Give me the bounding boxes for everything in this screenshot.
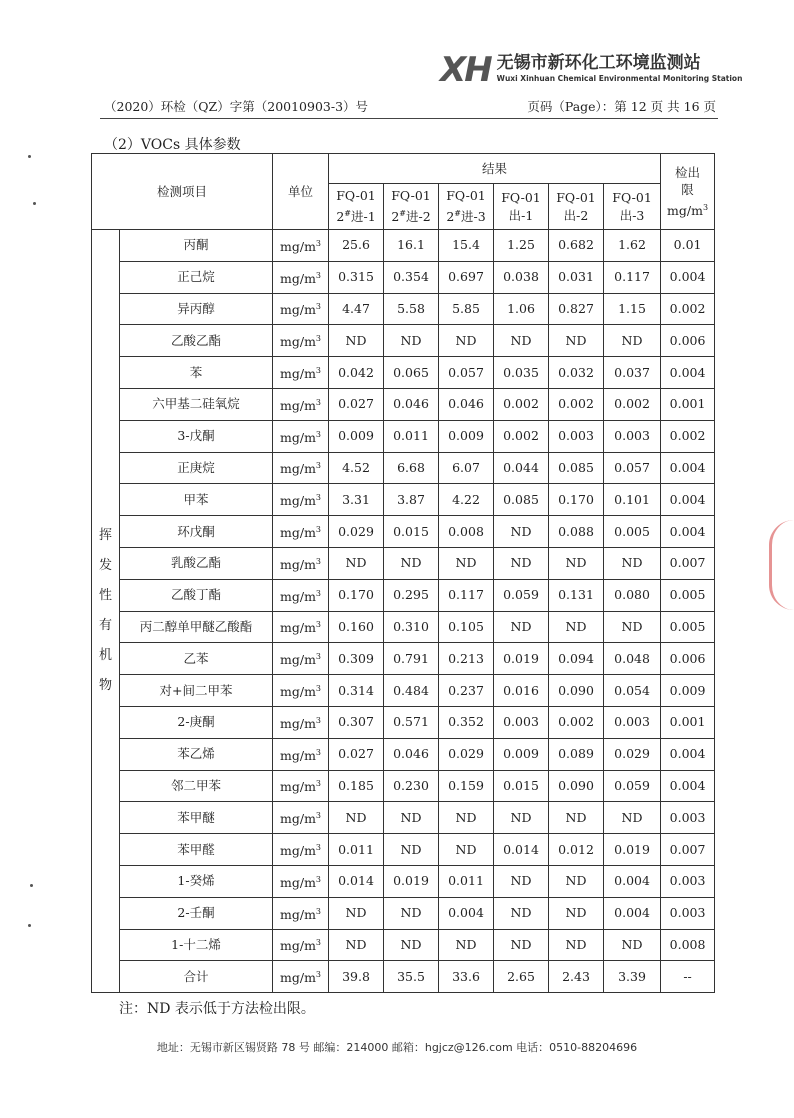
item-name: 乳酸乙酯	[120, 547, 273, 579]
unit-cell: $mg/m^3$	[273, 897, 329, 929]
unit-cell: $mg/m^3$	[273, 643, 329, 675]
table-row	[92, 611, 715, 643]
result-value: 0.002	[549, 706, 604, 738]
result-value: 0.002	[604, 388, 661, 420]
item-name: 环戊酮	[120, 516, 273, 548]
result-value: ND	[549, 897, 604, 929]
section-title: （2）VOCs 具体参数	[104, 137, 241, 153]
result-value: 3.31	[329, 484, 384, 516]
result-value: 0.059	[604, 770, 661, 802]
detection-limit: 0.004	[661, 261, 715, 293]
result-value: 0.027	[329, 738, 384, 770]
item-name: 正己烷	[120, 261, 273, 293]
result-value: ND	[604, 929, 661, 961]
result-value: 1.25	[494, 230, 549, 262]
detection-limit: 0.004	[661, 516, 715, 548]
result-value: 0.309	[329, 643, 384, 675]
detection-limit: 0.007	[661, 834, 715, 866]
unit-cell: $mg/m^3$	[273, 770, 329, 802]
detection-limit: 0.003	[661, 865, 715, 897]
result-value: 0.002	[494, 388, 549, 420]
result-value: 0.004	[439, 897, 494, 929]
result-value: 0.048	[604, 643, 661, 675]
unit-cell: $mg/m^3$	[273, 579, 329, 611]
table-row	[92, 802, 715, 834]
result-value: 0.042	[329, 357, 384, 389]
result-value: 0.160	[329, 611, 384, 643]
org-name-cn: 无锡市新环化工环境监测站	[496, 53, 701, 73]
result-value: 0.697	[439, 261, 494, 293]
result-value: 0.170	[329, 579, 384, 611]
result-value: 0.230	[384, 770, 439, 802]
detection-limit: 0.005	[661, 579, 715, 611]
document-number: （2020）环检（QZ）字第（20010903-3）号	[104, 99, 369, 114]
result-value: 0.027	[329, 388, 384, 420]
table-row	[92, 484, 715, 516]
item-name: 1-十二烯	[120, 929, 273, 961]
detection-limit: 0.005	[661, 611, 715, 643]
item-name: 丙二醇单甲醚乙酸酯	[120, 611, 273, 643]
unit-cell: $mg/m^3$	[273, 961, 329, 993]
table-row	[92, 738, 715, 770]
table-row	[92, 897, 715, 929]
item-name: 乙酸乙酯	[120, 325, 273, 357]
detection-limit: 0.001	[661, 706, 715, 738]
result-value: ND	[494, 865, 549, 897]
result-value: 0.012	[549, 834, 604, 866]
result-value: 0.065	[384, 357, 439, 389]
unit-cell: $mg/m^3$	[273, 325, 329, 357]
result-value: 0.002	[494, 420, 549, 452]
result-value: 0.185	[329, 770, 384, 802]
result-value: 3.39	[604, 961, 661, 993]
table-row	[92, 706, 715, 738]
result-value: 0.003	[494, 706, 549, 738]
header-limit	[661, 154, 715, 230]
item-name: 苯	[120, 357, 273, 389]
result-value: 0.004	[604, 865, 661, 897]
result-value: 0.682	[549, 230, 604, 262]
detection-limit: 0.003	[661, 897, 715, 929]
result-value: 6.68	[384, 452, 439, 484]
scan-speck	[28, 924, 31, 927]
result-value: ND	[604, 611, 661, 643]
result-value: 39.8	[329, 961, 384, 993]
result-value: ND	[549, 929, 604, 961]
result-value: 0.094	[549, 643, 604, 675]
result-value: 0.117	[439, 579, 494, 611]
result-value: ND	[439, 834, 494, 866]
table-row	[92, 579, 715, 611]
result-value: 0.011	[384, 420, 439, 452]
item-name: 甲苯	[120, 484, 273, 516]
unit-cell: $mg/m^3$	[273, 706, 329, 738]
result-value: ND	[329, 325, 384, 357]
result-value: 0.019	[384, 865, 439, 897]
result-value: 0.009	[494, 738, 549, 770]
result-value: 5.85	[439, 293, 494, 325]
table-row	[92, 325, 715, 357]
result-value: ND	[439, 325, 494, 357]
result-value: ND	[494, 325, 549, 357]
page-number: 页码（Page）：第 12 页 共 16 页	[527, 99, 716, 114]
item-name: 苯甲醚	[120, 802, 273, 834]
result-value: 0.170	[549, 484, 604, 516]
seal-fragment	[769, 520, 794, 610]
detection-limit: 0.004	[661, 357, 715, 389]
result-value: 0.032	[549, 357, 604, 389]
unit-cell: $mg/m^3$	[273, 802, 329, 834]
result-value: 0.090	[549, 675, 604, 707]
result-value: 0.008	[439, 516, 494, 548]
result-value: 0.571	[384, 706, 439, 738]
table-row	[92, 293, 715, 325]
result-value: 0.002	[549, 388, 604, 420]
item-name: 正庚烷	[120, 452, 273, 484]
result-value: ND	[549, 547, 604, 579]
item-name: 乙酸丁酯	[120, 579, 273, 611]
unit-cell: $mg/m^3$	[273, 230, 329, 262]
unit-cell: $mg/m^3$	[273, 834, 329, 866]
scan-speck	[30, 884, 33, 887]
table-row	[92, 357, 715, 389]
result-value: ND	[604, 325, 661, 357]
result-value: 0.213	[439, 643, 494, 675]
result-value: 0.105	[439, 611, 494, 643]
result-value: 0.057	[604, 452, 661, 484]
result-value: ND	[604, 547, 661, 579]
unit-cell: $mg/m^3$	[273, 547, 329, 579]
unit-cell: $mg/m^3$	[273, 452, 329, 484]
result-value: 0.038	[494, 261, 549, 293]
item-name: 异丙醇	[120, 293, 273, 325]
result-value: ND	[384, 547, 439, 579]
result-value: ND	[494, 547, 549, 579]
sample-header-5: FQ-01 出-2	[549, 184, 604, 230]
result-value: ND	[604, 802, 661, 834]
item-name: 苯甲醛	[120, 834, 273, 866]
result-value: 4.22	[439, 484, 494, 516]
item-name: 丙酮	[120, 230, 273, 262]
result-value: 0.307	[329, 706, 384, 738]
result-value: 0.237	[439, 675, 494, 707]
item-name: 邻二甲苯	[120, 770, 273, 802]
unit-cell: $mg/m^3$	[273, 738, 329, 770]
result-value: 0.089	[549, 738, 604, 770]
result-value: 1.06	[494, 293, 549, 325]
result-value: ND	[494, 929, 549, 961]
table-row	[92, 834, 715, 866]
result-value: 0.046	[439, 388, 494, 420]
table-row	[92, 770, 715, 802]
detection-limit: --	[661, 961, 715, 993]
item-name: 合计	[120, 961, 273, 993]
result-value: 0.354	[384, 261, 439, 293]
result-value: ND	[329, 897, 384, 929]
result-value: 5.58	[384, 293, 439, 325]
result-value: 0.310	[384, 611, 439, 643]
logo-mark: XH	[440, 50, 491, 90]
item-name: 六甲基二硅氧烷	[120, 388, 273, 420]
result-value: 2.65	[494, 961, 549, 993]
result-value: 0.035	[494, 357, 549, 389]
result-value: 0.016	[494, 675, 549, 707]
org-logo	[440, 52, 742, 88]
result-value: ND	[329, 547, 384, 579]
result-value: 33.6	[439, 961, 494, 993]
result-value: ND	[494, 802, 549, 834]
result-value: 25.6	[329, 230, 384, 262]
unit-cell: $mg/m^3$	[273, 293, 329, 325]
result-value: 0.085	[549, 452, 604, 484]
sample-header-1: FQ-01 2#进-1	[329, 184, 384, 230]
header-unit: 单位	[273, 154, 329, 230]
result-value: 0.057	[439, 357, 494, 389]
result-value: 0.037	[604, 357, 661, 389]
result-value: 0.314	[329, 675, 384, 707]
result-value: 0.003	[604, 420, 661, 452]
item-name: 3-戊酮	[120, 420, 273, 452]
result-value: ND	[329, 929, 384, 961]
header-divider	[100, 118, 718, 119]
result-value: ND	[494, 897, 549, 929]
result-value: 1.62	[604, 230, 661, 262]
result-value: 0.484	[384, 675, 439, 707]
sample-header-2: FQ-01 2#进-2	[384, 184, 439, 230]
unit-cell: $mg/m^3$	[273, 611, 329, 643]
unit-cell: $mg/m^3$	[273, 675, 329, 707]
result-value: ND	[384, 325, 439, 357]
detection-limit: 0.004	[661, 738, 715, 770]
sample-header-6: FQ-01 出-3	[604, 184, 661, 230]
item-name: 1-癸烯	[120, 865, 273, 897]
result-value: 0.159	[439, 770, 494, 802]
result-value: 0.131	[549, 579, 604, 611]
result-value: 0.005	[604, 516, 661, 548]
result-value: ND	[549, 325, 604, 357]
result-value: ND	[439, 547, 494, 579]
result-value: 0.117	[604, 261, 661, 293]
result-value: 0.015	[384, 516, 439, 548]
table-row	[92, 643, 715, 675]
unit-cell: $mg/m^3$	[273, 484, 329, 516]
result-value: 35.5	[384, 961, 439, 993]
result-value: 0.031	[549, 261, 604, 293]
result-value: 0.029	[604, 738, 661, 770]
table-row	[92, 865, 715, 897]
result-value: 0.004	[604, 897, 661, 929]
detection-limit: 0.002	[661, 293, 715, 325]
item-name: 乙苯	[120, 643, 273, 675]
table-row	[92, 452, 715, 484]
result-value: 0.014	[494, 834, 549, 866]
result-value: 0.059	[494, 579, 549, 611]
result-value: 0.011	[329, 834, 384, 866]
item-name: 苯乙烯	[120, 738, 273, 770]
result-value: 0.090	[549, 770, 604, 802]
result-value: 0.088	[549, 516, 604, 548]
result-value: ND	[549, 865, 604, 897]
voc-results-table	[91, 153, 715, 993]
result-value: 15.4	[439, 230, 494, 262]
sample-header-3: FQ-01 2#进-3	[439, 184, 494, 230]
result-value: ND	[384, 802, 439, 834]
scan-speck	[28, 155, 31, 158]
result-value: 0.315	[329, 261, 384, 293]
table-row	[92, 547, 715, 579]
result-value: ND	[439, 802, 494, 834]
result-value: 0.014	[329, 865, 384, 897]
result-value: ND	[384, 929, 439, 961]
result-value: 0.046	[384, 738, 439, 770]
result-value: 0.101	[604, 484, 661, 516]
table-note: 注：ND 表示低于方法检出限。	[119, 1001, 315, 1017]
result-value: 0.019	[604, 834, 661, 866]
result-value: 0.080	[604, 579, 661, 611]
detection-limit: 0.004	[661, 484, 715, 516]
unit-cell: $mg/m^3$	[273, 420, 329, 452]
result-value: 0.791	[384, 643, 439, 675]
result-value: 0.015	[494, 770, 549, 802]
result-value: 3.87	[384, 484, 439, 516]
item-name: 对+间二甲苯	[120, 675, 273, 707]
detection-limit: 0.001	[661, 388, 715, 420]
result-value: 0.054	[604, 675, 661, 707]
result-value: 0.029	[329, 516, 384, 548]
result-value: 4.47	[329, 293, 384, 325]
detection-limit: 0.004	[661, 770, 715, 802]
detection-limit: 0.006	[661, 325, 715, 357]
result-value: 0.827	[549, 293, 604, 325]
sample-header-4: FQ-01 出-1	[494, 184, 549, 230]
unit-cell: $mg/m^3$	[273, 865, 329, 897]
category-cell: 挥 发 性 有 机 物	[92, 230, 120, 993]
result-value: 0.009	[439, 420, 494, 452]
detection-limit: 0.003	[661, 802, 715, 834]
header-result: 结果	[329, 154, 661, 184]
result-value: ND	[329, 802, 384, 834]
result-value: ND	[384, 897, 439, 929]
unit-cell: $mg/m^3$	[273, 357, 329, 389]
detection-limit: 0.007	[661, 547, 715, 579]
unit-cell: $mg/m^3$	[273, 516, 329, 548]
unit-cell: $mg/m^3$	[273, 929, 329, 961]
table-row	[92, 261, 715, 293]
org-name-en: Wuxi Xinhuan Chemical Environmental Monitoring Station	[496, 74, 743, 83]
result-value: 6.07	[439, 452, 494, 484]
table-row	[92, 961, 715, 993]
table-row	[92, 230, 715, 262]
detection-limit: 0.01	[661, 230, 715, 262]
result-value: 0.295	[384, 579, 439, 611]
result-value: 2.43	[549, 961, 604, 993]
item-name: 2-庚酮	[120, 706, 273, 738]
result-value: 0.029	[439, 738, 494, 770]
result-value: 1.15	[604, 293, 661, 325]
table-row	[92, 929, 715, 961]
result-value: 0.011	[439, 865, 494, 897]
table-row	[92, 516, 715, 548]
result-value: 16.1	[384, 230, 439, 262]
unit-cell: $mg/m^3$	[273, 388, 329, 420]
header-item: 检测项目	[92, 154, 273, 230]
detection-limit: 0.009	[661, 675, 715, 707]
detection-limit: 0.006	[661, 643, 715, 675]
result-value: ND	[494, 611, 549, 643]
detection-limit: 0.004	[661, 452, 715, 484]
header-limit-label: 检出限	[675, 165, 701, 198]
scan-speck	[33, 202, 36, 205]
result-value: 0.352	[439, 706, 494, 738]
result-value: 0.003	[604, 706, 661, 738]
result-value: ND	[494, 516, 549, 548]
unit-cell: $mg/m^3$	[273, 261, 329, 293]
result-value: 0.009	[329, 420, 384, 452]
item-name: 2-壬酮	[120, 897, 273, 929]
table-row	[92, 675, 715, 707]
result-value: ND	[439, 929, 494, 961]
detection-limit: 0.002	[661, 420, 715, 452]
result-value: 4.52	[329, 452, 384, 484]
page-footer: 地址：无锡市新区锡贤路 78 号 邮编：214000 邮箱：hgjcz@126.com 电话：0510-88204696	[156, 1041, 638, 1054]
result-value: 0.003	[549, 420, 604, 452]
table-row	[92, 388, 715, 420]
result-value: ND	[549, 802, 604, 834]
table-row	[92, 420, 715, 452]
result-value: 0.044	[494, 452, 549, 484]
result-value: 0.019	[494, 643, 549, 675]
header-limit-unit: $mg/m^3$	[667, 202, 709, 218]
result-value: 0.085	[494, 484, 549, 516]
result-value: 0.046	[384, 388, 439, 420]
result-value: ND	[549, 611, 604, 643]
detection-limit: 0.008	[661, 929, 715, 961]
result-value: ND	[384, 834, 439, 866]
